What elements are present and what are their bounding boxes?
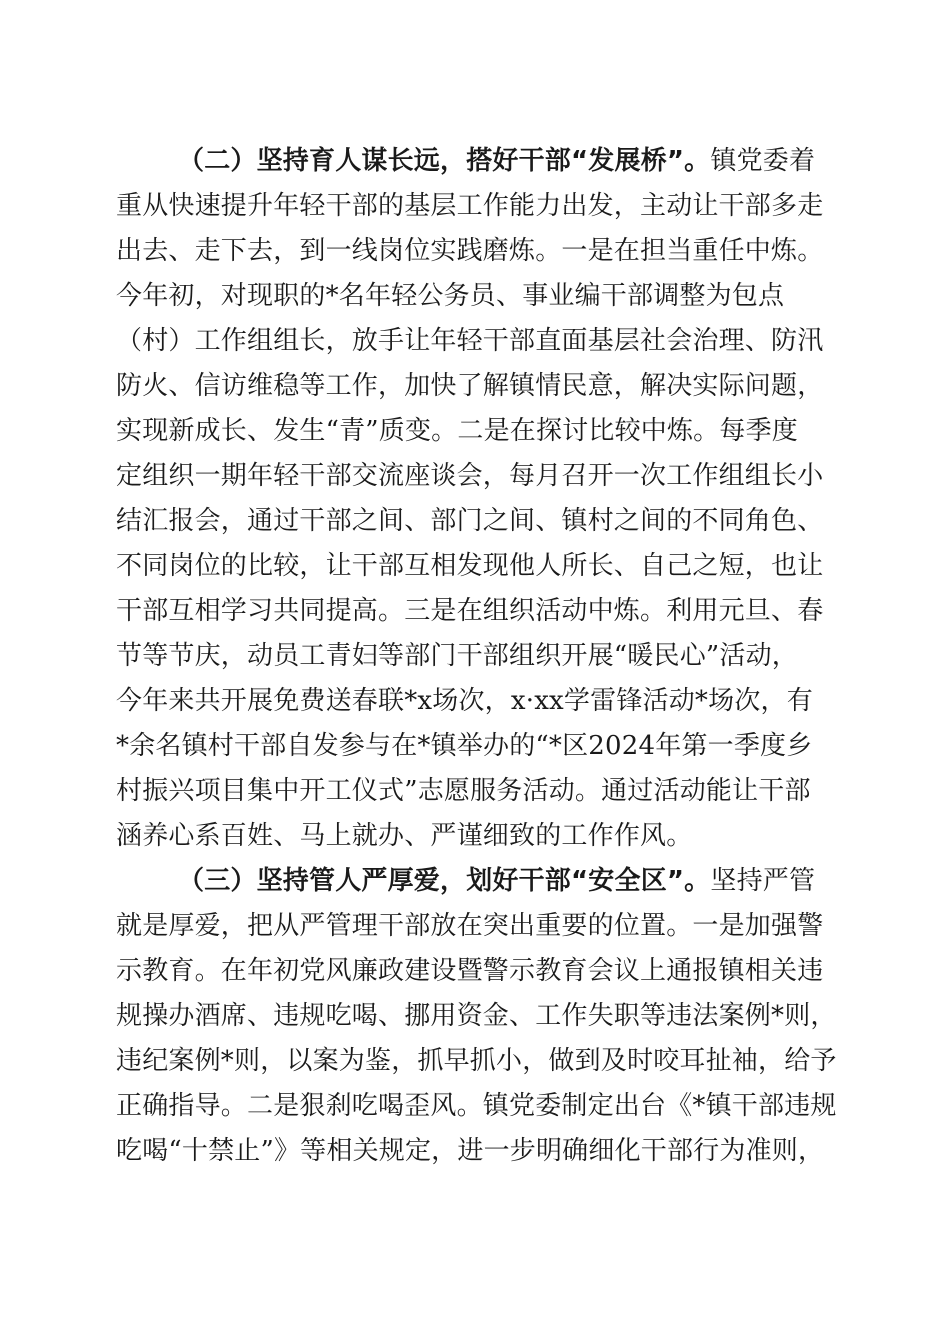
paragraph-line: 不同岗位的比较，让干部互相发现他人所长、自己之短，也让 [116,551,824,581]
paragraph-line: 今年初，对现职的*名年轻公务员、事业编干部调整为包点 [116,281,785,311]
paragraph-line [0,861,950,901]
paragraph-line: 定组织一期年轻干部交流座谈会，每月召开一次工作组组长小 [116,461,824,491]
paragraph-line: 正确指导。二是狠刹吃喝歪风。镇党委制定出台《*镇干部违规 [116,1091,837,1121]
paragraph-line: 规操办酒席、违规吃喝、挪用资金、工作失职等违法案例*则， [116,1001,837,1031]
paragraph-line: 违纪案例*则，以案为鉴，抓早抓小，做到及时咬耳扯袖，给予 [116,1046,837,1076]
paragraph-line [0,141,950,181]
paragraph-line: *余名镇村干部自发参与在*镇举办的“*区2024年第一季度乡 [116,731,813,761]
paragraph-line: 干部互相学习共同提高。三是在组织活动中炼。利用元旦、春 [116,596,824,626]
paragraph-line: 吃喝“十禁止”》等相关规定，进一步明确细化干部行为准则， [116,1136,825,1166]
paragraph-line: 重从快速提升年轻干部的基层工作能力出发，主动让干部多走 [116,191,824,221]
paragraph-line: 今年来共开展免费送春联*x场次，x·xx学雷锋活动*场次，有 [116,686,813,716]
paragraph-text: 镇党委着 [710,146,816,176]
paragraph-line: 防火、信访维稳等工作，加快了解镇情民意，解决实际问题， [116,371,824,401]
paragraph-line: 节等节庆，动员工青妇等部门干部组织开展“暖民心”活动， [116,641,798,671]
paragraph-line: 涵养心系百姓、马上就办、严谨细致的工作作风。 [116,821,693,851]
paragraph-line: （村）工作组组长，放手让年轻干部直面基层社会治理、防汛 [116,326,824,356]
section-heading: （二）坚持育人谋长远，搭好干部“发展桥”。 [178,146,711,176]
paragraph-line: 村振兴项目集中开工仪式”志愿服务活动。通过活动能让干部 [116,776,811,806]
paragraph-line: 示教育。在年初党风廉政建设暨警示教育会议上通报镇相关违 [116,956,824,986]
section-heading: （三）坚持管人严厚爱，划好干部“安全区”。 [178,866,711,896]
paragraph-line: 就是厚爱，把从严管理干部放在突出重要的位置。一是加强警 [116,911,824,941]
paragraph-line: 结汇报会，通过干部之间、部门之间、镇村之间的不同角色、 [116,506,824,536]
paragraph-line: 出去、走下去，到一线岗位实践磨炼。一是在担当重任中炼。 [116,236,824,266]
paragraph-line: 实现新成长、发生“青”质变。二是在探讨比较中炼。每季度 [116,416,798,446]
paragraph-text: 坚持严管 [710,866,816,896]
